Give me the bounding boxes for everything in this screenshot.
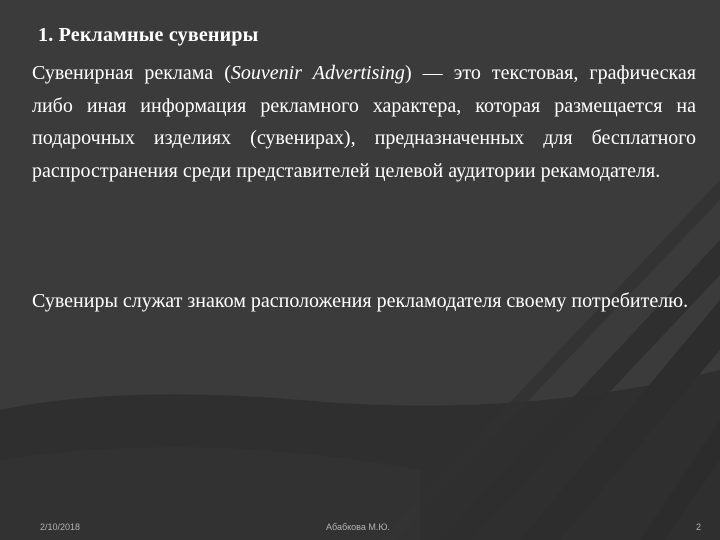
footer-author: Абабкова М.Ю.	[326, 522, 390, 532]
footer-page-number: 2	[696, 522, 702, 532]
definition-term-en: Souvenir Advertising	[230, 62, 405, 84]
souvenir-purpose-paragraph: Сувениры служат знаком расположения рекламодателя своему потребителю.	[32, 290, 689, 312]
definition-rest: ) — это текстовая, графическая либо иная информация рекламного характера, которая размещается на подарочных изделиях (сувенирах), предназначенных для бесплатного распространения среди представителей целевой аудитории рекамодателя.	[32, 62, 696, 182]
definition-paragraph	[32, 57, 696, 187]
slide-title: 1. Рекламные сувениры	[38, 24, 259, 46]
footer-date: 2/10/2018	[40, 522, 81, 532]
slide-content	[22, 0, 694, 500]
definition-lead: Сувенирная реклама (	[32, 62, 231, 84]
